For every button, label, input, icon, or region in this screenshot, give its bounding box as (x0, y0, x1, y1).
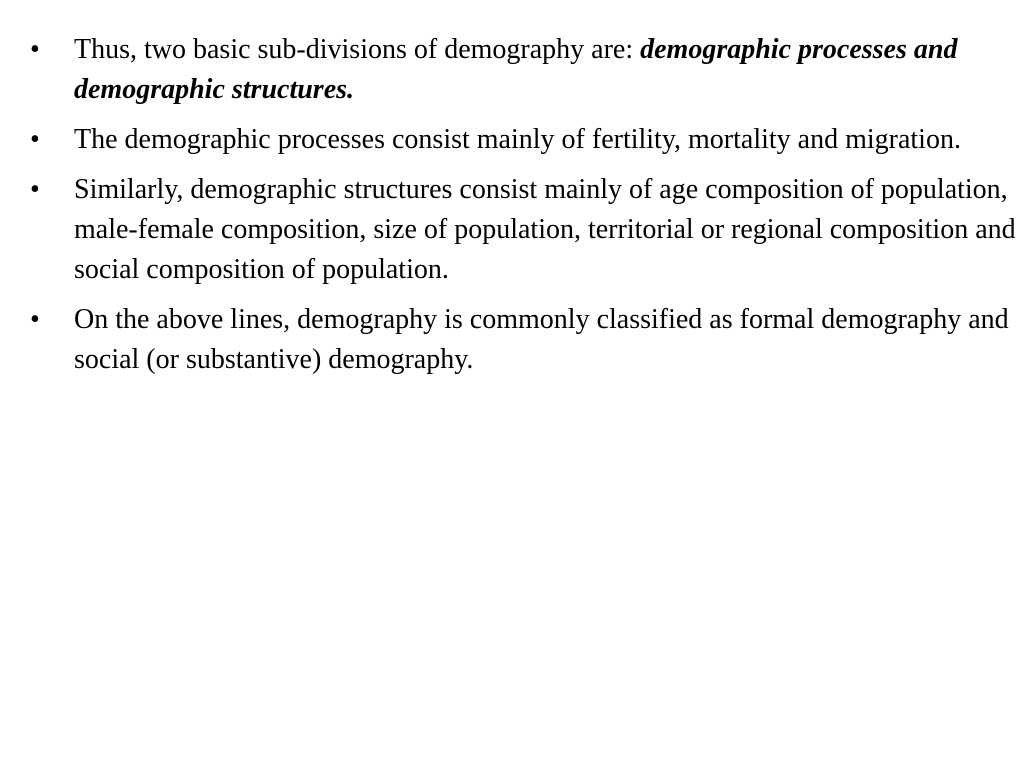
bullet-emphasis-text: demographic processes and demographic structures. (74, 34, 958, 105)
bullet-dot-icon: • (30, 304, 40, 335)
bullet-list (30, 30, 1020, 390)
bullet-dot-icon: • (30, 34, 40, 65)
bullet-item-subdivisions (30, 30, 1020, 110)
bullet-dot-icon: • (30, 124, 40, 155)
bullet-text: Thus, two basic sub-divisions of demography are: (74, 34, 641, 65)
bullet-text: The demographic processes consist mainly of fertility, mortality and migration. (74, 124, 961, 155)
bullet-text: Similarly, demographic structures consist mainly of age composition of population, male-female composition, size of population, territorial or regional composition and social composition of population. (74, 174, 1016, 285)
bullet-item-classification (30, 300, 1020, 380)
bullet-item-processes (30, 120, 1020, 160)
bullet-item-structures (30, 170, 1020, 290)
bullet-dot-icon: • (30, 174, 40, 205)
bullet-text: On the above lines, demography is commonly classified as formal demography and social (or substantive) demography. (74, 304, 1009, 375)
